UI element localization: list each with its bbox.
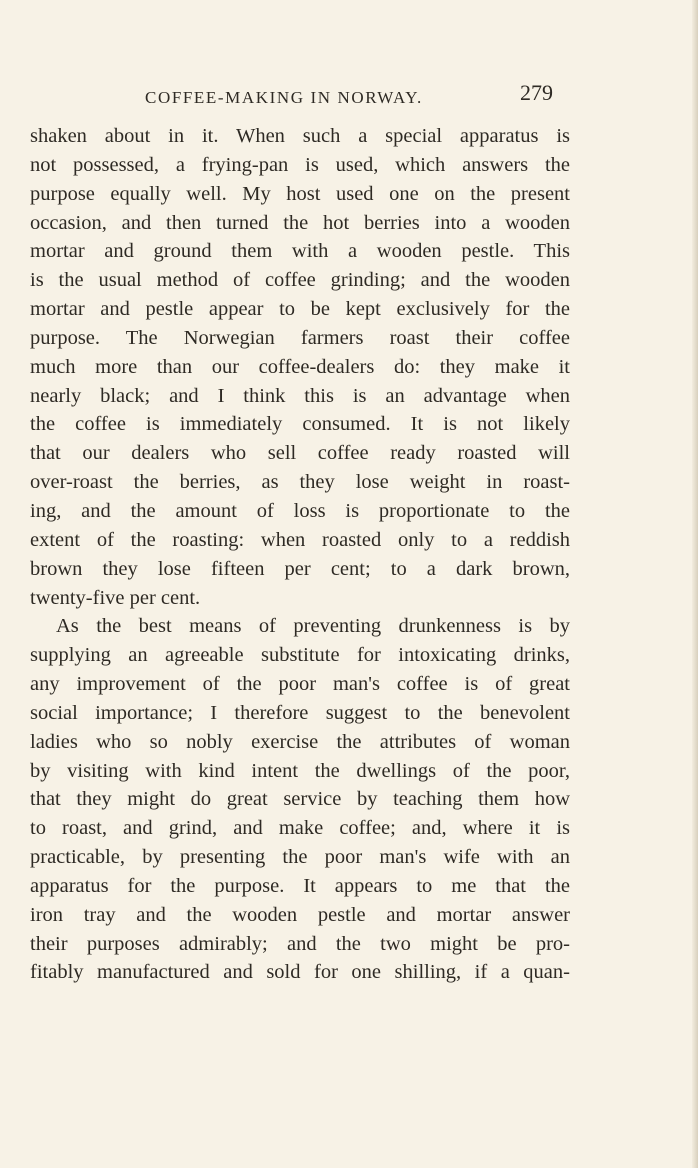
text-line: over-roast the berries, as they lose weight in roast- xyxy=(30,471,570,494)
text-line: ladies who so nobly exercise the attributes of woman xyxy=(30,730,570,753)
page-edge xyxy=(692,0,698,1168)
body-text xyxy=(30,122,570,987)
text-line: fitably manufactured and sold for one shilling, if a quan- xyxy=(30,961,570,984)
text-line: shaken about in it. When such a special apparatus is xyxy=(30,125,570,147)
text-line: that they might do great service by teaching them how xyxy=(30,788,570,811)
text-line: that our dealers who sell coffee ready roasted will xyxy=(30,442,570,465)
text-line: As the best means of preventing drunkenness is by xyxy=(56,615,570,638)
page-header xyxy=(145,80,565,120)
text-line: to roast, and grind, and make coffee; and, where it is xyxy=(30,817,570,840)
text-line: nearly black; and I think this is an advantage when xyxy=(30,384,570,407)
text-line: their purposes admirably; and the two might be pro- xyxy=(30,932,570,955)
text-line: purpose equally well. My host used one on the present xyxy=(30,182,570,205)
text-line: extent of the roasting: when roasted only to a reddish xyxy=(30,528,570,551)
text-line: any improvement of the poor man's coffee is of great xyxy=(30,673,570,696)
text-line: ing, and the amount of loss is proportionate to the xyxy=(30,499,570,522)
text-line: by visiting with kind intent the dwellings of the poor, xyxy=(30,759,570,782)
text-line: supplying an agreeable substitute for intoxicating drinks, xyxy=(30,644,570,667)
text-line: the coffee is immediately consumed. It is not likely xyxy=(30,413,570,436)
text-line: occasion, and then turned the hot berries into a wooden xyxy=(30,211,570,234)
text-line: is the usual method of coffee grinding; and the wooden xyxy=(30,269,570,292)
page-number: 279 xyxy=(520,80,553,105)
text-line: social importance; I therefore suggest to the benevolent xyxy=(30,701,570,724)
text-line: brown they lose fifteen per cent; to a dark brown, xyxy=(30,557,570,580)
text-line: mortar and pestle appear to be kept exclusively for the xyxy=(30,298,570,321)
text-line: purpose. The Norwegian farmers roast their coffee xyxy=(30,326,570,349)
text-line: apparatus for the purpose. It appears to me that the xyxy=(30,874,570,897)
text-line: mortar and ground them with a wooden pestle. This xyxy=(30,240,570,263)
text-line: twenty-five per cent. xyxy=(30,586,201,609)
text-line: iron tray and the wooden pestle and mortar answer xyxy=(30,903,570,926)
text-line: much more than our coffee-dealers do: they make it xyxy=(30,355,570,378)
text-line: not possessed, a frying-pan is used, which answers the xyxy=(30,153,570,176)
paragraph-1 xyxy=(30,122,570,612)
paragraph-2 xyxy=(30,612,570,987)
text-line: practicable, by presenting the poor man's wife with an xyxy=(30,846,570,869)
running-head: COFFEE-MAKING IN NORWAY. xyxy=(145,88,423,107)
